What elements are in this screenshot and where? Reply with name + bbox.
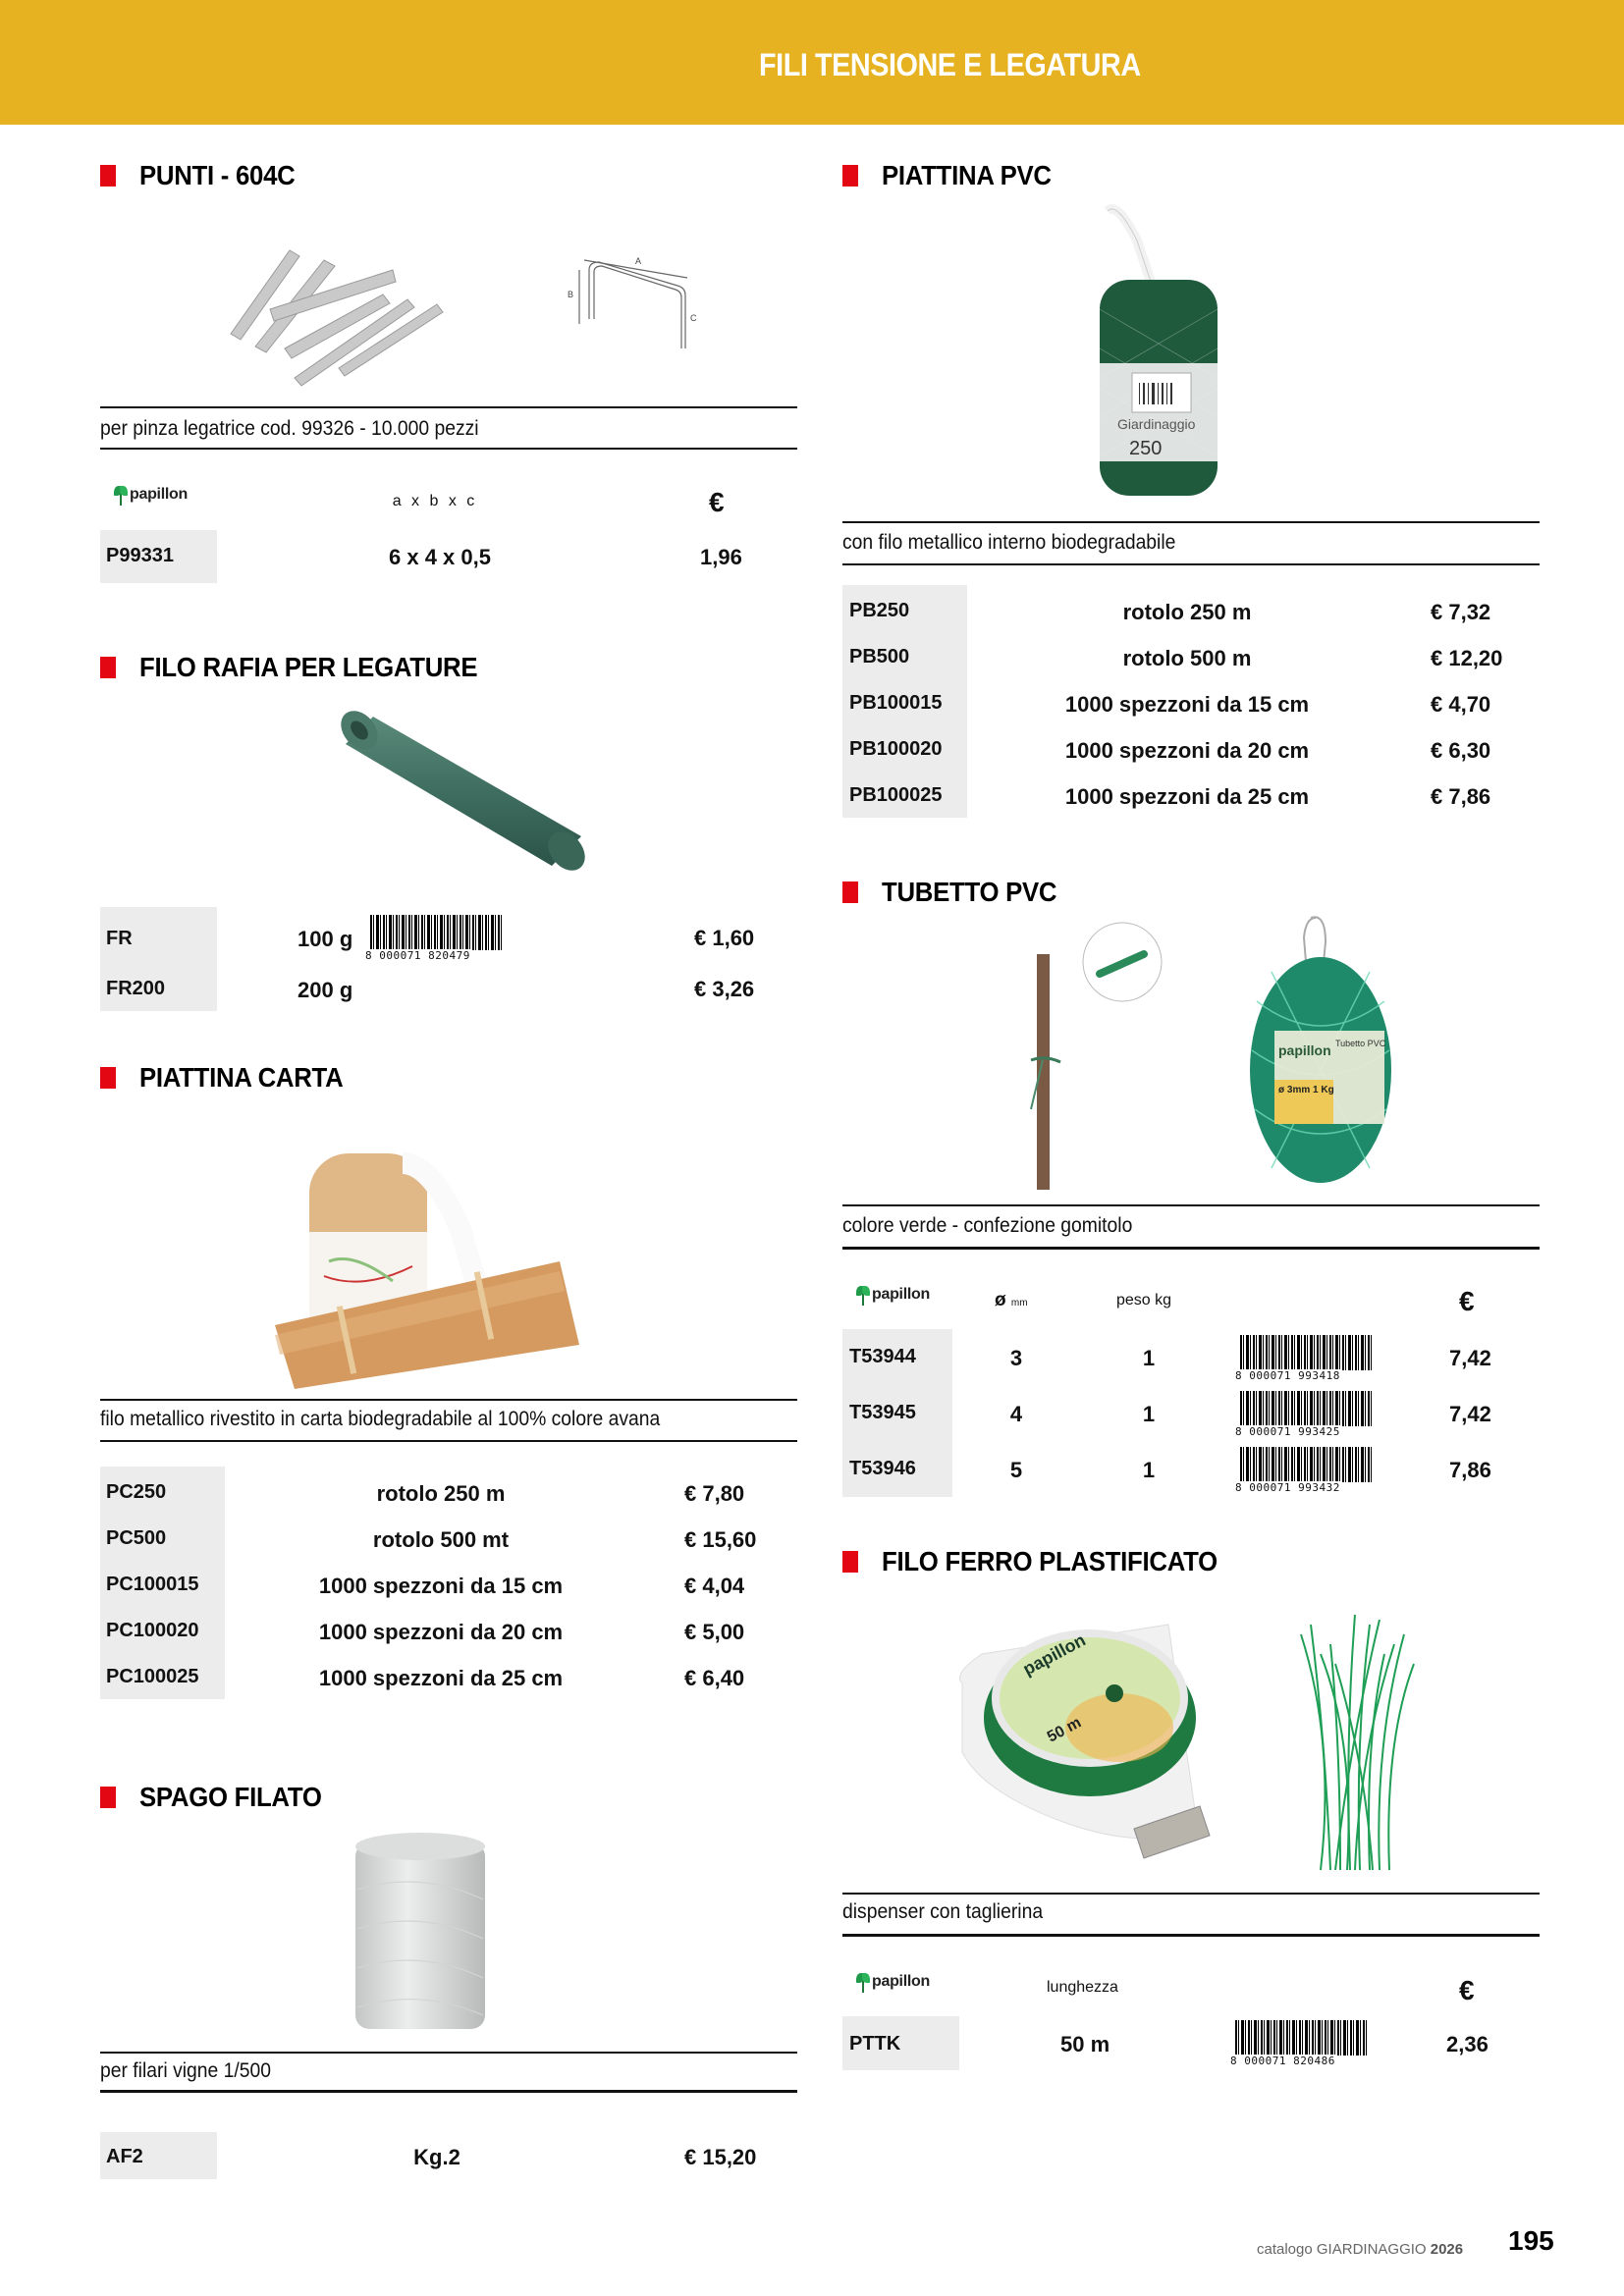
plastic-wire-image <box>943 1595 1492 1875</box>
brand-name: papillon <box>130 486 188 503</box>
section-title-text: PIATTINA CARTA <box>139 1062 344 1093</box>
reel-brand: papillon <box>1019 1629 1089 1680</box>
section-title-tubetto <box>842 877 1072 908</box>
barcode-number: 8 000071 820486 <box>1230 2055 1335 2067</box>
col-header-price: € <box>1459 1286 1475 1316</box>
papillon-logo <box>114 486 188 504</box>
barcode-bars <box>1240 1335 1373 1370</box>
section-marker <box>100 1787 116 1808</box>
section-title-text: PIATTINA PVC <box>882 160 1052 190</box>
section-title-text: PUNTI - 604C <box>139 160 296 190</box>
punti-description: per pinza legatrice cod. 99326 - 10.000 pezzi <box>100 417 479 440</box>
product-weight: 1 <box>1142 1458 1156 1482</box>
barcode-bars <box>1235 2020 1368 2056</box>
col-header-weight: peso kg <box>1116 1292 1172 1308</box>
section-title-spago <box>100 1782 338 1813</box>
diagram-label-a: A <box>635 256 642 266</box>
product-code: T53946 <box>849 1458 916 1479</box>
product-diameter: 3 <box>1009 1346 1023 1370</box>
section-marker <box>100 1067 116 1089</box>
product-code: PC100015 <box>106 1574 199 1595</box>
piattina-carta-description: filo metallico rivestito in carta biodegradabile al 100% colore avana <box>100 1408 661 1430</box>
leaf-icon <box>114 486 128 504</box>
product-weight: 1 <box>1142 1402 1156 1426</box>
filo-ferro-description: dispenser con taglierina <box>842 1900 1044 1923</box>
roll-label-brand: Giardinaggio <box>1117 416 1196 432</box>
divider <box>842 1893 1540 1895</box>
product-price: 7,86 <box>1449 1458 1491 1482</box>
tube-pvc-image <box>1021 913 1394 1198</box>
product-code: PTTK <box>849 2033 901 2055</box>
product-price: € 12,20 <box>1431 646 1503 670</box>
tubetto-description: colore verde - confezione gomitolo <box>842 1214 1133 1237</box>
package-brand: papillon <box>1278 1042 1331 1058</box>
section-title-punti <box>100 160 308 191</box>
staples-image <box>221 221 447 388</box>
product-weight: 1 <box>1142 1346 1156 1370</box>
product-code: T53944 <box>849 1346 916 1367</box>
product-price: € 4,04 <box>684 1574 745 1598</box>
raffia-spool-image <box>324 697 589 883</box>
product-price: 2,36 <box>1446 2032 1489 2056</box>
product-price: 7,42 <box>1449 1346 1491 1370</box>
staple-diagram <box>545 250 702 358</box>
product-code: FR <box>106 928 133 949</box>
barcode-number: 8 000071 820479 <box>365 949 470 962</box>
paper-tie-image <box>236 1104 668 1389</box>
barcode-number: 8 000071 993432 <box>1235 1481 1340 1494</box>
product-desc: rotolo 500 mt <box>372 1527 510 1552</box>
section-marker <box>842 165 858 187</box>
product-price: € 6,40 <box>684 1666 745 1690</box>
reel-length: 50 m <box>1044 1714 1085 1746</box>
product-code: AF2 <box>106 2146 143 2167</box>
barcode-bars <box>1240 1447 1373 1482</box>
product-desc: 1000 spezzoni da 15 cm <box>318 1574 564 1598</box>
divider <box>100 1440 797 1442</box>
divider <box>842 1204 1540 1206</box>
diameter-unit: mm <box>1010 1298 1028 1308</box>
divider <box>100 2052 797 2054</box>
col-header-diameter <box>995 1290 1028 1311</box>
roll-label-size: 250 <box>1129 438 1163 459</box>
product-price: 1,96 <box>700 545 742 569</box>
page-number: 195 <box>1508 2225 1554 2256</box>
footer-catalog <box>1257 2241 1463 2258</box>
product-code: T53945 <box>849 1402 916 1423</box>
product-code: PC250 <box>106 1481 167 1503</box>
product-desc: 1000 spezzoni da 25 cm <box>1064 784 1310 809</box>
barcode-number: 8 000071 993425 <box>1235 1425 1340 1438</box>
section-title-filo-ferro <box>842 1546 1247 1577</box>
brand-name: papillon <box>872 1973 930 1990</box>
product-price: € 5,00 <box>684 1620 745 1644</box>
papillon-logo <box>856 1286 930 1304</box>
product-price: € 7,32 <box>1431 600 1491 624</box>
divider <box>100 2090 797 2093</box>
section-title-piattina-carta <box>100 1062 360 1094</box>
package-product: Tubetto PVC <box>1335 1039 1386 1048</box>
diameter-symbol: ø <box>995 1290 1006 1310</box>
barcode-number: 8 000071 993418 <box>1235 1369 1340 1382</box>
product-price: € 15,20 <box>684 2145 757 2169</box>
product-price: € 6,30 <box>1431 738 1491 763</box>
section-title-text: TUBETTO PVC <box>882 877 1057 907</box>
brand-name: papillon <box>872 1286 930 1303</box>
product-code: PC100025 <box>106 1666 199 1687</box>
section-title-text: FILO FERRO PLASTIFICATO <box>882 1546 1218 1576</box>
section-title-rafia <box>100 652 507 683</box>
product-size: 100 g <box>298 927 353 951</box>
leaf-icon <box>856 1973 870 1991</box>
product-diameter: 4 <box>1009 1402 1023 1426</box>
col-header-length: lunghezza <box>1047 1979 1118 1996</box>
product-code: PB100020 <box>849 738 943 760</box>
spago-description: per filari vigne 1/500 <box>100 2059 271 2082</box>
product-code: PC500 <box>106 1527 167 1549</box>
product-price: € 3,26 <box>694 977 755 1001</box>
divider <box>100 406 797 408</box>
product-desc: rotolo 250 m <box>1122 600 1252 624</box>
barcode-bars <box>370 915 503 950</box>
divider <box>842 521 1540 523</box>
barcode <box>1234 1447 1377 1492</box>
product-price: 7,42 <box>1449 1402 1491 1426</box>
footer-catalog-year: 2026 <box>1430 2241 1464 2258</box>
diagram-label-b: B <box>568 290 574 299</box>
product-price: € 7,80 <box>684 1481 745 1506</box>
section-title-piattina-pvc <box>842 160 1066 191</box>
section-marker <box>842 1551 858 1573</box>
divider <box>842 563 1540 565</box>
product-code: PB100015 <box>849 692 943 714</box>
section-title-text: FILO RAFIA PER LEGATURE <box>139 652 478 682</box>
product-diameter: 5 <box>1009 1458 1023 1482</box>
package-spec: ø 3mm 1 Kg <box>1278 1085 1334 1095</box>
product-desc: 1000 spezzoni da 15 cm <box>1064 692 1310 717</box>
footer-catalog-name: GIARDINAGGIO <box>1316 2241 1427 2258</box>
product-price: € 1,60 <box>694 926 755 950</box>
page-title: FILI TENSIONE E LEGATURA <box>759 47 1141 82</box>
product-dims: 6 x 4 x 0,5 <box>389 545 491 569</box>
col-header-dims: a x b x c <box>392 493 478 509</box>
section-marker <box>100 165 116 187</box>
product-size: 200 g <box>298 978 353 1002</box>
product-desc: rotolo 500 m <box>1122 646 1252 670</box>
section-title-text: SPAGO FILATO <box>139 1782 322 1812</box>
divider <box>842 1934 1540 1937</box>
product-code: FR200 <box>106 978 166 999</box>
section-marker <box>100 657 116 678</box>
product-price: € 4,70 <box>1431 692 1491 717</box>
footer-catalog-prefix: catalogo <box>1257 2241 1313 2258</box>
twine-spool-image <box>352 1831 489 2037</box>
product-price: € 7,86 <box>1431 784 1491 809</box>
papillon-logo <box>856 1973 930 1991</box>
product-desc: 1000 spezzoni da 20 cm <box>1064 738 1310 763</box>
product-desc: 1000 spezzoni da 20 cm <box>318 1620 564 1644</box>
product-desc: rotolo 250 m <box>376 1481 506 1506</box>
product-code: PC100020 <box>106 1620 199 1641</box>
leaf-icon <box>856 1286 870 1304</box>
product-code: PB100025 <box>849 784 943 806</box>
pvc-tie-roll-image <box>1078 201 1220 506</box>
divider <box>842 1247 1540 1250</box>
section-marker <box>842 881 858 903</box>
barcode <box>364 915 507 960</box>
barcode-bars <box>1240 1391 1373 1426</box>
barcode <box>1234 1335 1377 1380</box>
product-price: € 15,60 <box>684 1527 757 1552</box>
product-code: PB250 <box>849 600 910 621</box>
barcode <box>1229 2020 1372 2065</box>
product-desc: 1000 spezzoni da 25 cm <box>318 1666 564 1690</box>
product-code: PB500 <box>849 646 910 667</box>
product-code: P99331 <box>106 545 174 566</box>
col-header-price: € <box>709 487 725 517</box>
barcode <box>1234 1391 1377 1436</box>
col-header-price: € <box>1459 1975 1475 2005</box>
product-length: 50 m <box>1060 2032 1110 2056</box>
divider <box>100 1399 797 1401</box>
piattina-pvc-description: con filo metallico interno biodegradabile <box>842 531 1176 554</box>
diagram-label-c: C <box>690 313 697 323</box>
product-desc: Kg.2 <box>413 2145 460 2169</box>
divider <box>100 448 797 450</box>
